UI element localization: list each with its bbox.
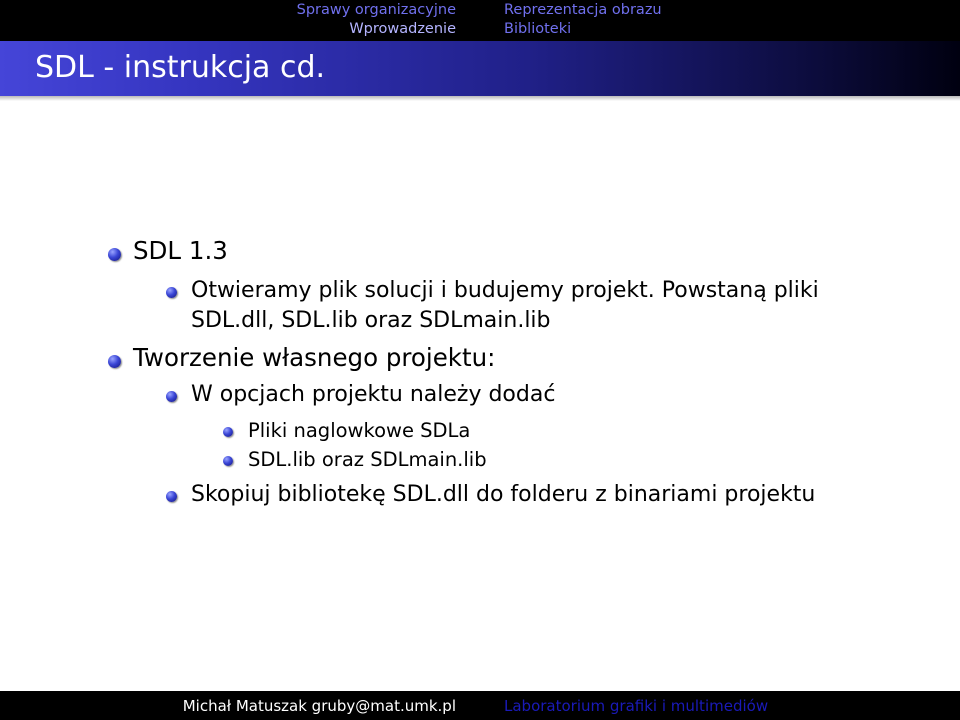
nav-link-sprawy-organizacyjne[interactable]: Sprawy organizacyjne — [296, 2, 456, 18]
level2-bullet-icon — [166, 287, 177, 298]
footer-presentation-title[interactable]: Laboratorium grafiki i multimediów — [504, 697, 769, 715]
navigation-section-right — [504, 0, 662, 42]
level2-bullet-icon — [166, 491, 177, 502]
bullet-item-build-line-1: Otwieramy plik solucji i budujemy projekt. Powstaną pliki — [191, 278, 819, 303]
bullet-item-libraries: SDL.lib oraz SDLmain.lib — [248, 448, 487, 471]
footer-bar — [0, 691, 960, 720]
level3-bullet-icon — [223, 456, 233, 466]
footer-author: Michał Matuszak gruby@mat.umk.pl — [182, 697, 456, 715]
level1-bullet-icon — [108, 355, 121, 368]
nav-link-biblioteki[interactable]: Biblioteki — [504, 21, 572, 37]
frame-title: SDL - instrukcja cd. — [35, 50, 326, 85]
navigation-section-left — [297, 0, 456, 42]
level3-bullet-icon — [223, 427, 233, 437]
bullet-item-sdl-version: SDL 1.3 — [133, 236, 228, 265]
bullet-item-header-files: Pliki naglowkowe SDLa — [248, 419, 471, 442]
title-bar-shadow — [0, 96, 960, 101]
nav-link-reprezentacja-obrazu[interactable]: Reprezentacja obrazu — [504, 2, 662, 18]
bullet-item-create-project: Tworzenie własnego projektu: — [133, 343, 496, 372]
nav-link-wprowadzenie[interactable]: Wprowadzenie — [349, 21, 456, 37]
level2-bullet-icon — [166, 391, 177, 402]
bullet-item-build-line-2: SDL.dll, SDL.lib oraz SDLmain.lib — [191, 308, 551, 333]
level1-bullet-icon — [108, 248, 121, 261]
bullet-item-copy-dll: Skopiuj bibliotekę SDL.dll do folderu z binariami projektu — [191, 482, 816, 507]
navigation-bar — [0, 0, 960, 41]
bullet-item-project-options: W opcjach projektu należy dodać — [191, 382, 556, 407]
